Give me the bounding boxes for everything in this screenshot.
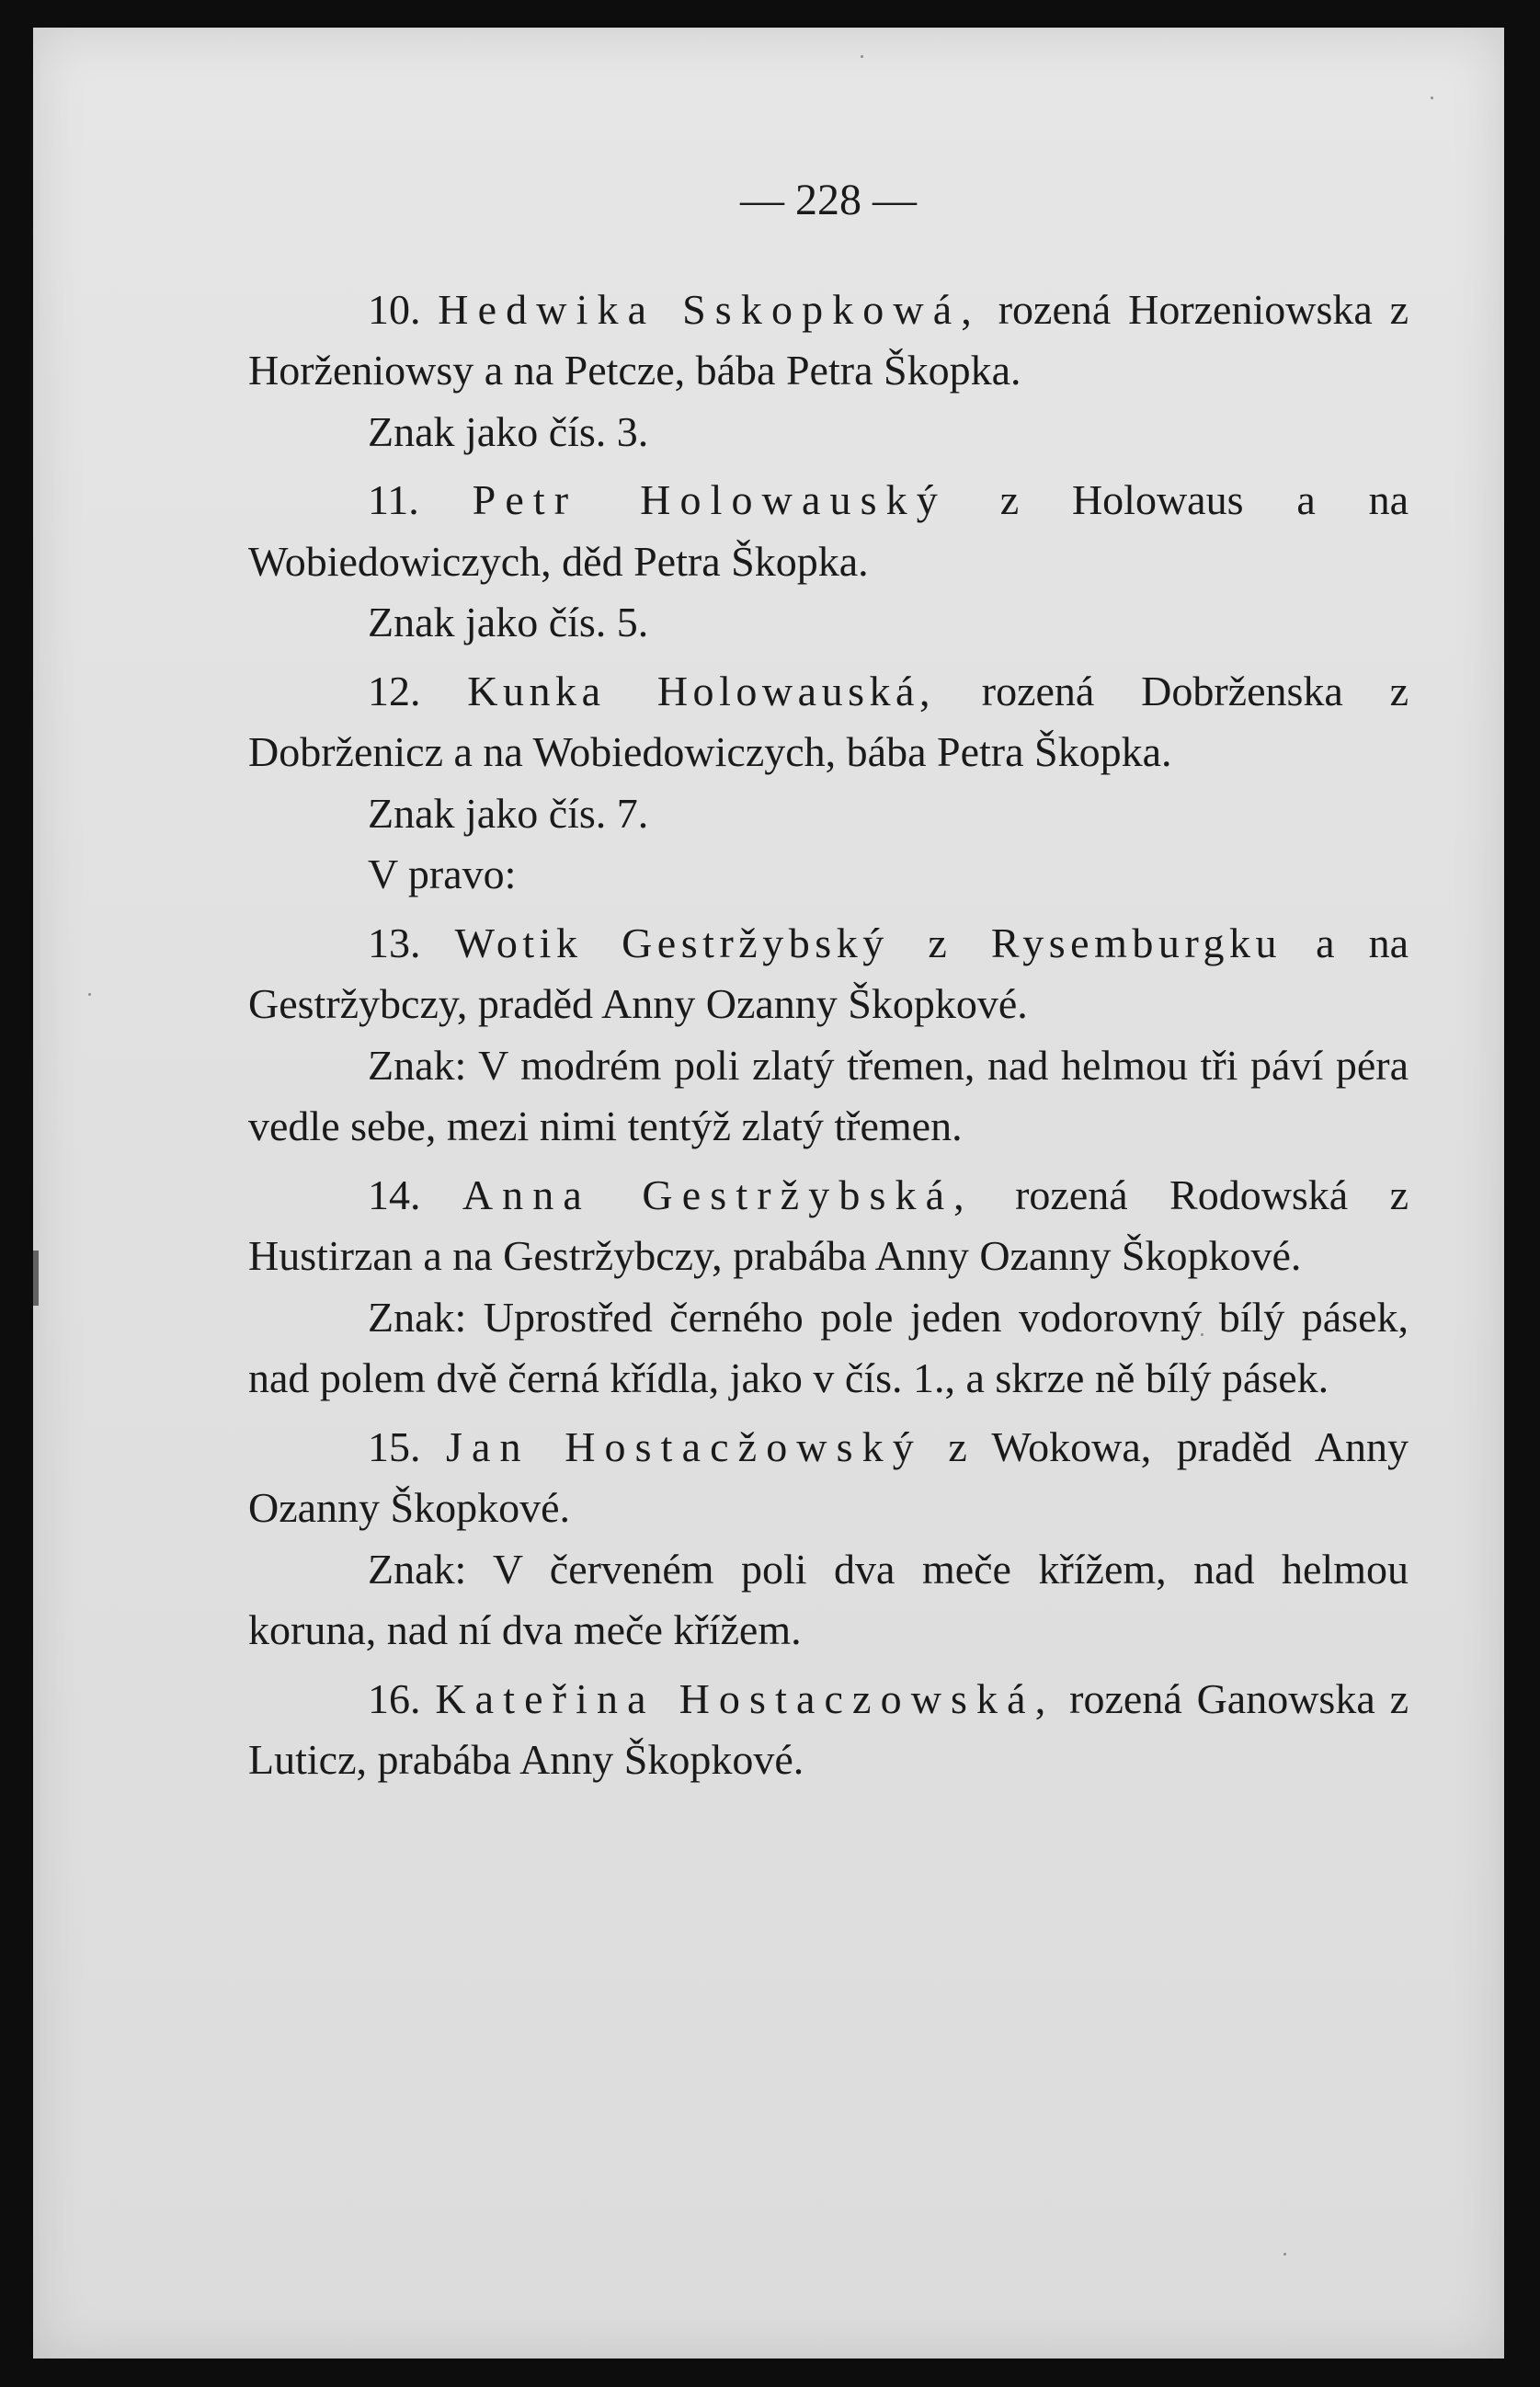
entry-name: Kunka Holowauská, [467, 667, 935, 714]
entry-name: Petr Holowauský [472, 476, 947, 523]
entry-10-znak: Znak jako čís. 3. [368, 407, 649, 455]
entry-text: rozená Dobrženska z Dobrženicz a na Wobiedowiczych, bába Petra Škopka. [248, 667, 1409, 775]
entry-name: Hedwika Sskopkowá, [438, 285, 981, 333]
entry-text: rozená Ganowska z Luticz, prabába Anny Škopkové. [248, 1674, 1409, 1783]
entry-text: z Wokowa, praděd Anny Ozanny Škopkové. [248, 1422, 1409, 1531]
entry-number: 15. [368, 1422, 421, 1470]
speck [88, 993, 91, 996]
speck [1283, 2253, 1286, 2256]
entry-number: 16. [368, 1674, 421, 1722]
entry-11-znak: Znak jako čís. 5. [368, 599, 649, 645]
entry-number: 10. [368, 285, 421, 333]
entry-14 [248, 1165, 1409, 1287]
entry-11 [248, 470, 1409, 592]
v-pravo-heading: V pravo: [368, 851, 517, 897]
binding-edge-mark [33, 1251, 39, 1306]
entry-text: rozená Horzeniowska z Horženiowsy a na Petcze, bába Petra Škopka. [248, 285, 1409, 394]
entry-number: 11. [368, 476, 419, 523]
entry-12 [248, 661, 1409, 783]
entry-14-znak: Znak: Uprostřed černého pole jeden vodorovný bílý pásek, nad polem dvě černá křídla, jako v čís. 1., a skrze ně bílý pásek. [248, 1293, 1409, 1401]
entry-number: 14. [368, 1171, 421, 1218]
entry-text: rozená Rodowská z Hustirzan a na Gestržybczy, prabába Anny Ozanny Škopkové. [248, 1171, 1409, 1279]
entry-10 [248, 280, 1409, 402]
entry-text: z Holowaus a na Wobiedowiczych, děd Petra Škopka. [248, 476, 1409, 585]
entry-12-znak: Znak jako čís. 7. [368, 789, 649, 837]
speck [1431, 97, 1433, 99]
entry-number: 12. [368, 667, 421, 714]
entry-text: a na Gestržybczy, praděd Anny Ozanny Škopkové. [248, 919, 1409, 1027]
page-number: — 228 — [740, 176, 917, 224]
speck [861, 55, 863, 58]
entry-15 [248, 1417, 1409, 1539]
page-text [248, 170, 1409, 1791]
entry-15-znak: Znak: V červeném poli dva meče křížem, nad helmou koruna, nad ní dva meče křížem. [248, 1545, 1409, 1653]
entry-number: 13. [368, 919, 421, 966]
entry-13-znak: Znak: V modrém poli zlatý třemen, nad helmou tři páví péra vedle sebe, mezi nimi tentýž zlatý třemen. [248, 1041, 1409, 1149]
entry-16 [248, 1669, 1409, 1791]
entry-name: Kateřina Hostaczowská, [435, 1674, 1055, 1722]
entry-name: Wotik Gestržybský z Rysemburgku [454, 919, 1283, 966]
entry-13 [248, 913, 1409, 1035]
entry-name: Jan Hostacžowský [445, 1422, 923, 1470]
entry-name: Anna Gestržybská, [462, 1171, 974, 1218]
